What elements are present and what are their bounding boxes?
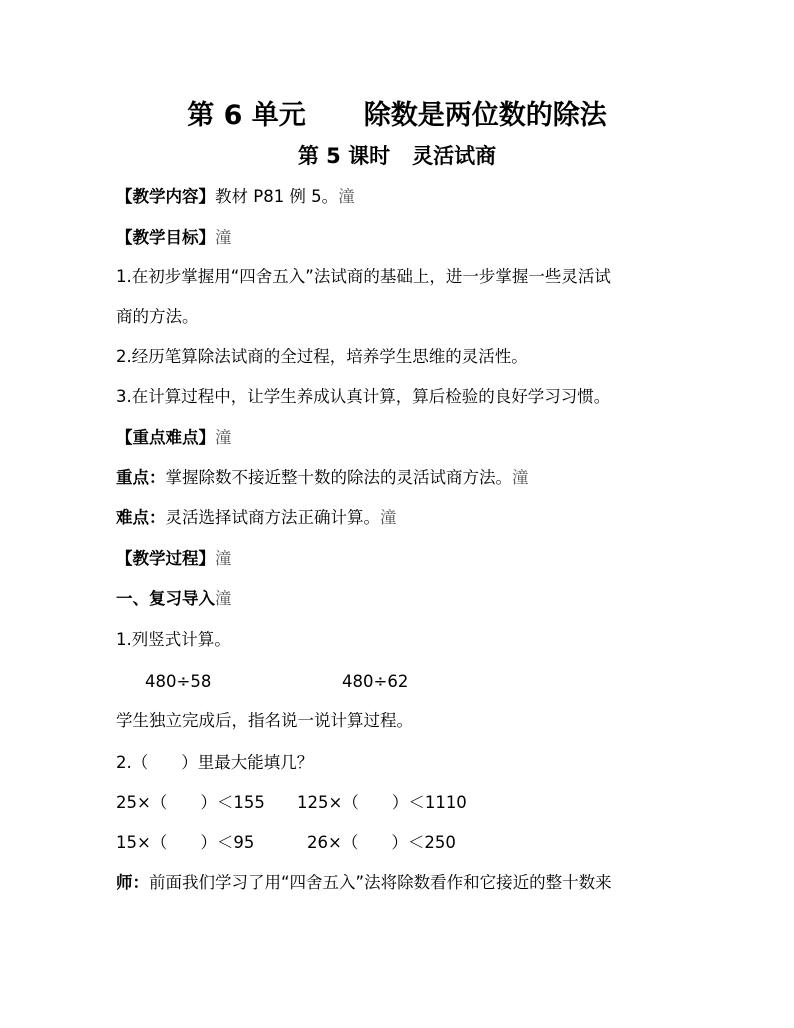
teacher-remark — [116, 870, 612, 896]
question-1-note: 学生独立完成后，指名说一说计算过程。 — [116, 711, 413, 730]
goal-3: 3.在计算过程中，让学生养成认真计算，算后检验的良好学习习惯。 — [116, 387, 611, 406]
lesson-title — [0, 141, 794, 171]
unit-name: 除数是两位数的除法 — [363, 100, 607, 131]
teaching-goals-heading — [116, 225, 232, 251]
inequality-25: 25×（ ）＜155 — [116, 793, 265, 812]
question-1: 1.列竖式计算。 — [116, 630, 231, 649]
key-points-heading — [116, 425, 232, 451]
watermark-mark: 潼 — [215, 589, 232, 608]
teacher-label: 师： — [116, 873, 149, 892]
unit-number: 第 6 单元 — [187, 100, 306, 131]
difficult-label: 难点： — [116, 508, 166, 527]
inequality-15: 15×（ ）＜95 — [116, 833, 255, 852]
inequality-125: 125×（ ）＜1110 — [297, 793, 467, 812]
difficult-text: 灵活选择试商方法正确计算。 — [165, 508, 380, 527]
teaching-content — [116, 184, 355, 210]
content-label: 【教学内容】 — [116, 187, 215, 206]
watermark-mark: 潼 — [215, 549, 232, 568]
section-1-label: 一、复习导入 — [116, 589, 215, 608]
watermark-mark: 潼 — [215, 228, 232, 247]
question-2: 2.（ ）里最大能填几？ — [116, 753, 314, 772]
content-text: 教材 P81 例 5。 — [215, 187, 339, 206]
watermark-mark: 潼 — [338, 187, 355, 206]
inequality-26: 26×（ ）＜250 — [307, 833, 456, 852]
section-review-heading — [116, 586, 232, 612]
goals-label: 【教学目标】 — [116, 228, 215, 247]
watermark-mark: 潼 — [215, 428, 232, 447]
exercise-480-div-62: 480÷62 — [342, 672, 409, 691]
teaching-process-heading — [116, 546, 232, 572]
watermark-mark: 潼 — [380, 508, 397, 527]
goal-1-line-1: 1.在初步掌握用“四舍五入”法试商的基础上，进一步掌握一些灵活试 — [116, 267, 611, 286]
goal-2: 2.经历笔算除法试商的全过程，培养学生思维的灵活性。 — [116, 347, 528, 366]
lesson-number: 第 5 课时 — [297, 144, 391, 168]
key-label: 重点： — [116, 468, 166, 487]
keypoints-label: 【重点难点】 — [116, 428, 215, 447]
teacher-text: 前面我们学习了用“四舍五入”法将除数看作和它接近的整十数来 — [149, 873, 612, 892]
difficult-point — [116, 505, 397, 531]
exercise-480-div-58: 480÷58 — [145, 672, 212, 691]
goal-1-line-2: 商的方法。 — [116, 307, 199, 326]
key-text: 掌握除数不接近整十数的除法的灵活试商方法。 — [165, 468, 512, 487]
process-label: 【教学过程】 — [116, 549, 215, 568]
watermark-mark: 潼 — [512, 468, 529, 487]
unit-title — [0, 96, 794, 136]
key-point — [116, 465, 529, 491]
lesson-name: 灵活试商 — [412, 144, 497, 168]
